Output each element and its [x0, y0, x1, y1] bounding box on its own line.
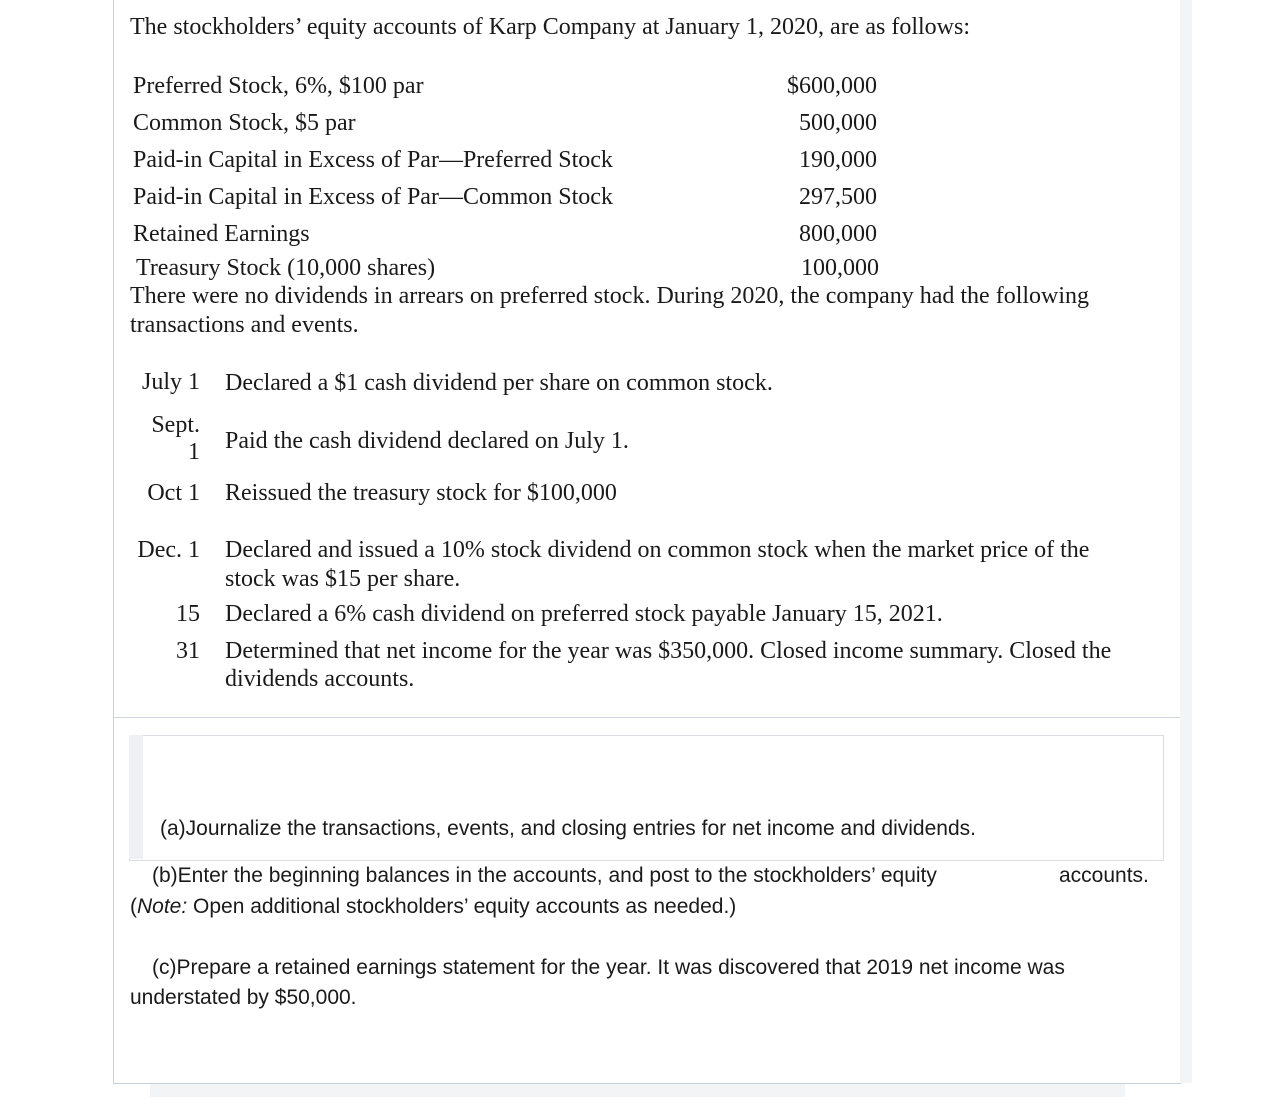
- account-label: Preferred Stock, 6%, $100 par: [133, 73, 424, 99]
- account-label: Common Stock, $5 par: [133, 110, 356, 136]
- transaction-date: 1: [188, 439, 200, 465]
- transaction-description: Determined that net income for the year was $350,000. Closed income summary. Closed the: [225, 638, 1112, 664]
- transaction-description: stock was $15 per share.: [225, 566, 461, 592]
- account-amount: 500,000: [799, 110, 877, 136]
- section-divider: [113, 717, 1180, 718]
- question-c-line2: understated by $50,000.: [130, 986, 357, 1009]
- note-label: Note:: [137, 895, 188, 918]
- transaction-date: Dec. 1: [137, 537, 200, 563]
- transaction-description: Declared and issued a 10% stock dividend on common stock when the market price of the: [225, 537, 1090, 563]
- question-b-tail: accounts.: [1059, 864, 1149, 887]
- account-amount: 800,000: [799, 221, 877, 247]
- intro-text: The stockholders’ equity accounts of Karp Company at January 1, 2020, are as follows:: [130, 14, 970, 40]
- account-label: Paid-in Capital in Excess of Par—Preferred Stock: [133, 147, 613, 173]
- page-shadow-bottom: [150, 1084, 1125, 1097]
- transaction-description: Declared a $1 cash dividend per share on common stock.: [225, 370, 773, 396]
- transaction-description: Paid the cash dividend declared on July 1.: [225, 428, 629, 454]
- transaction-date: Oct 1: [147, 480, 200, 506]
- question-c: (c)Prepare a retained earnings statement for the year. It was discovered that 2019 net income was: [152, 956, 1065, 979]
- transaction-date: 31: [176, 638, 200, 664]
- transaction-date: Sept.: [151, 412, 200, 438]
- transaction-date: 15: [176, 601, 200, 627]
- account-amount: 190,000: [799, 147, 877, 173]
- account-label: Paid-in Capital in Excess of Par—Common Stock: [133, 184, 613, 210]
- note-open: (: [130, 895, 137, 918]
- account-amount: $600,000: [787, 73, 877, 99]
- account-amount: 100,000: [801, 255, 879, 281]
- transaction-description: Reissued the treasury stock for $100,000: [225, 480, 617, 506]
- account-label: Retained Earnings: [133, 221, 310, 247]
- question-box-bar: [129, 735, 143, 859]
- page-shadow: [1180, 0, 1192, 1083]
- question-a: (a)Journalize the transactions, events, and closing entries for net income and dividends.: [160, 817, 976, 840]
- paragraph-line: There were no dividends in arrears on preferred stock. During 2020, the company had the following: [130, 283, 1090, 309]
- account-amount: 297,500: [799, 184, 877, 210]
- paragraph-line: transactions and events.: [130, 312, 359, 338]
- transaction-date: July 1: [141, 369, 200, 395]
- account-label: Treasury Stock (10,000 shares): [136, 255, 436, 281]
- note-text: Open additional stockholders’ equity accounts as needed.): [187, 895, 737, 918]
- question-b: (b)Enter the beginning balances in the accounts, and post to the stockholders’ equity: [152, 864, 937, 887]
- question-b-note: [130, 892, 736, 922]
- transaction-description: Declared a 6% cash dividend on preferred stock payable January 15, 2021.: [225, 601, 943, 627]
- transaction-description: dividends accounts.: [225, 666, 415, 692]
